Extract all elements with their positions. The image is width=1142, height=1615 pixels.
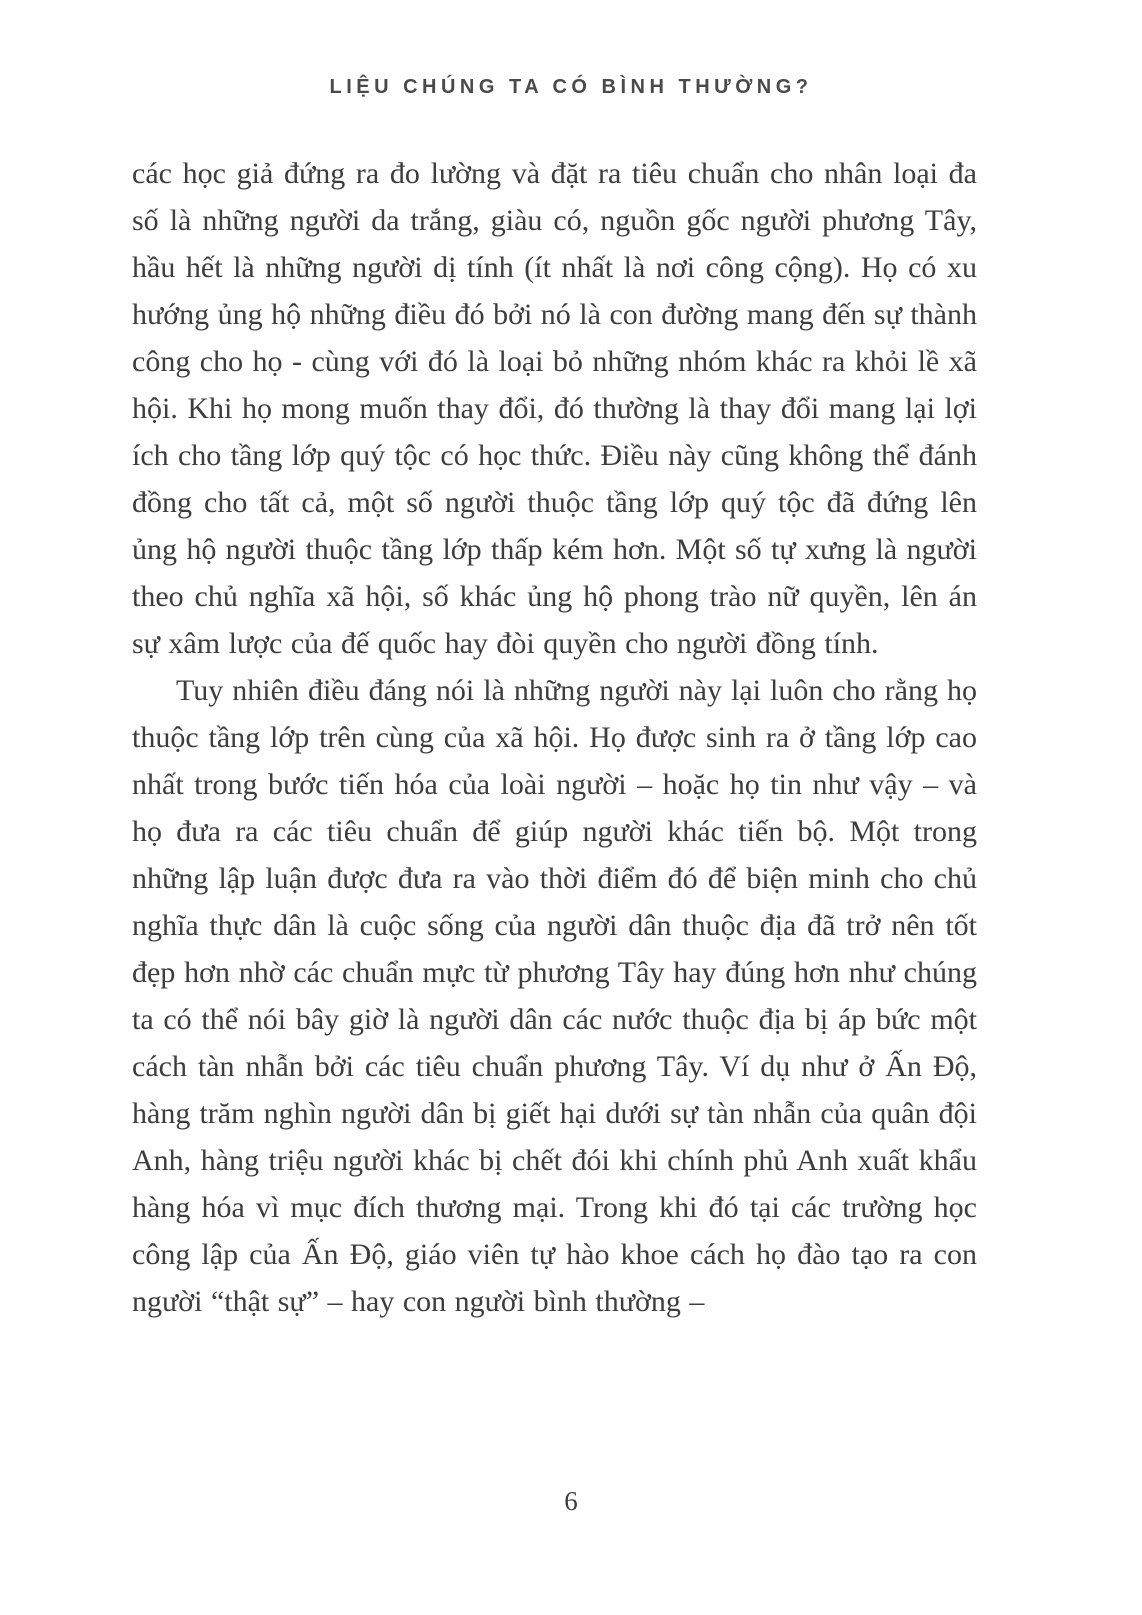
paragraph-1: các học giả đứng ra đo lường và đặt ra tiêu chuẩn cho nhân loại đa số là những người da trắng, giàu có, nguồn gốc người phương Tây, hầu hết là những người dị tính (ít nhất là nơi công cộng). Họ có xu hướng ủng hộ những điều đó bởi nó là con đường mang đến sự thành công cho họ - cùng với đó là loại bỏ những nhóm khác ra khỏi lề xã hội. Khi họ mong muốn thay đổi, đó thường là thay đổi mang lại lợi ích cho tầng lớp quý tộc có học thức. Điều này cũng không thể đánh đồng cho tất cả, một số người thuộc tầng lớp quý tộc đã đứng lên ủng hộ người thuộc tầng lớp thấp kém hơn. Một số tự xưng là người theo chủ nghĩa xã hội, số khác ủng hộ phong trào nữ quyền, lên án sự xâm lược của đế quốc hay đòi quyền cho người đồng tính. [132,157,977,660]
running-head: LIỆU CHÚNG TA CÓ BÌNH THƯỜNG? [329,76,813,98]
paragraph-2: Tuy nhiên điều đáng nói là những người này lại luôn cho rằng họ thuộc tầng lớp trên cùng của xã hội. Họ được sinh ra ở tầng lớp cao nhất trong bước tiến hóa của loài người – hoặc họ tin như vậy – và họ đưa ra các tiêu chuẩn để giúp người khác tiến bộ. Một trong những lập luận được đưa ra vào thời điểm đó để biện minh cho chủ nghĩa thực dân là cuộc sống của người dân thuộc địa đã trở nên tốt đẹp hơn nhờ các chuẩn mực từ phương Tây hay đúng hơn như chúng ta có thể nói bây giờ là người dân các nước thuộc địa bị áp bức một cách tàn nhẫn bởi các tiêu chuẩn phương Tây. Ví dụ như ở Ấn Độ, hàng trăm nghìn người dân bị giết hại dưới sự tàn nhẫn của quân đội Anh, hàng triệu người khác bị chết đói khi chính phủ Anh xuất khẩu hàng hóa vì mục đích thương mại. Trong khi đó tại các trường học công lập của Ấn Độ, giáo viên tự hào khoe cách họ đào tạo ra con người “thật sự” – hay con người bình thường – [132,674,977,1318]
page-number: 6 [564,1486,578,1516]
page-body [132,150,977,1325]
